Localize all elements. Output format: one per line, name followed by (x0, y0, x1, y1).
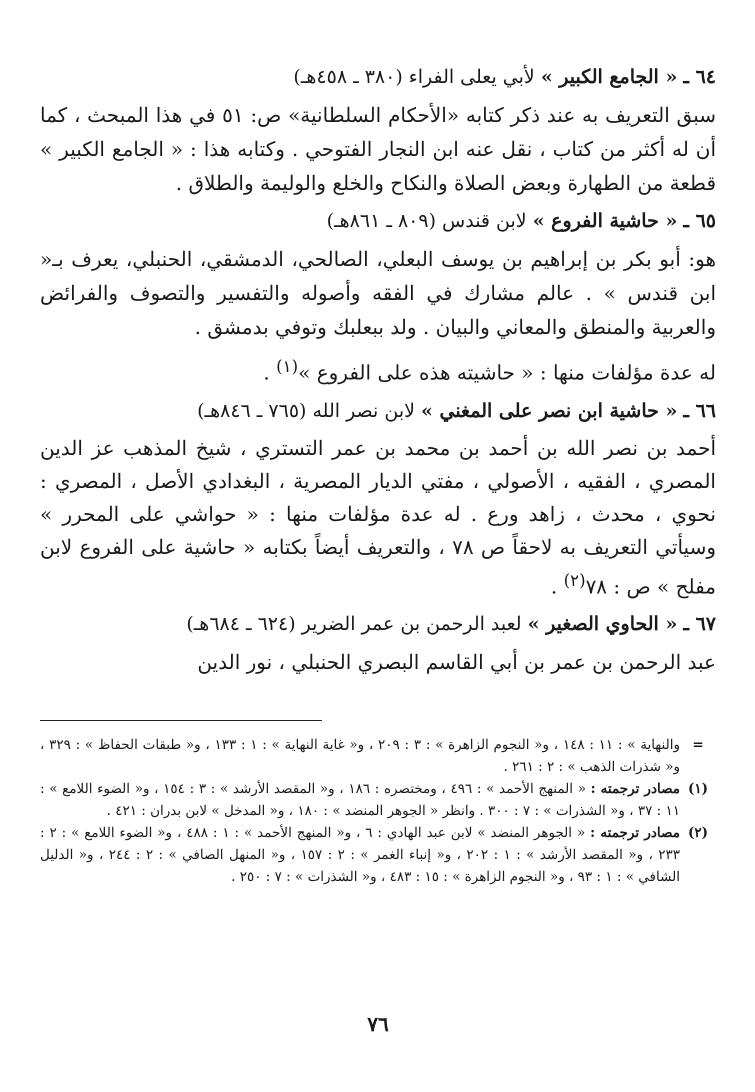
body-text: أحمد بن نصر الله بن أحمد بن محمد بن عمر التستري ، شيخ المذهب عز الدين المصري ، الفقيه ، الأصولي ، مفتي الديار المصرية ، البغدادي الأصل ، المصري : نحوي ، محدث ، زاهد ورع . له عدة مؤلفات منها : « حواشي على المحرر » وسيأتي التعريف به لاحقاً ص ٧٨ ، والتعريف أيضاً بكتابه « حاشية على الفروع لابن مفلح » ص : ٧٨ (40, 435, 717, 599)
entry-title: « الجامع الكبير » (540, 66, 678, 88)
page-number: ٧٦ (367, 1012, 389, 1036)
entry-number: ٦٦ ـ (683, 399, 716, 422)
entry-author: لابن قندس (٨٠٩ ـ ٨٦١هـ) (326, 210, 527, 232)
book-page (40, 62, 716, 1062)
footnote-mark: (٢) (687, 825, 709, 841)
works-end: . (263, 360, 277, 385)
footnote-text: « المنهج الأحمد » : ٤٩٦ ، ومختصره : ١٨٦ ، و« المقصد الأرشد » : ٣ : ١٥٤ ، و« الضوء اللامع » : ١١ : ٣٧ ، و« الشذرات » : ٧ : ٣٠٠ . وانظر « الجوهر المنضد » : ١٨٠ ، و« المدخل » لابن بدران : ٤٢١ . (40, 781, 680, 819)
entry-65-works (40, 350, 716, 390)
entry-number: ٦٥ ـ (683, 210, 716, 232)
footnote-label: مصادر ترجمته : (590, 825, 680, 841)
footnotes (40, 734, 716, 888)
footnote-text: « الجوهر المنضد » لابن عبد الهادي : ٦ ، و« المنهج الأحمد » : ١ : ٤٨٨ ، و« الضوء اللامع » : ٢ : ٢٣٣ ، و« المقصد الأرشد » : ١ : ٢٠٢ ، و« إنباء الغمر » : ٢ : ١٥٧ ، و« المنهل الصافي » : ٢ : ٢٤٤ ، و« الدليل الشافي » : ١ : ٩٣ ، و« النجوم الزاهرة » : ١٥ : ٤٨٣ ، و« الشذرات » : ٧ : ٢٥٠ . (40, 825, 681, 885)
entry-66-body (40, 432, 716, 604)
entry-65-heading (40, 206, 716, 236)
entry-author: لعبد الرحمن بن عمر الضرير (٦٢٤ ـ ٦٨٤هـ) (186, 613, 522, 636)
entry-64-body: سبق التعريف به عند ذكر كتابه «الأحكام السلطانية» ص: ٥١ في هذا المبحث ، كما أن له أكثر من كتاب ، نقل عنه ابن النجار الفتوحي . وكتابه هذا : « الجامع الكبير » قطعة من الطهارة وبعض الصلاة والنكاح والخلع والوليمة والطلاق . (40, 103, 716, 195)
footnote-continued (40, 734, 716, 778)
entry-title: « حاشية الفروع » (532, 210, 678, 232)
footnote-ref: (٢) (563, 570, 586, 590)
footnote-text: والنهاية » : ١١ : ١٤٨ ، و« النجوم الزاهرة » : ٣ : ٢٠٩ ، و« غاية النهاية » : ١ : ١٣٣ ، و« طبقات الحفاظ » : ٣٢٩ ، و« شذرات الذهب » : ٢ : ٢٦١ . (40, 737, 680, 775)
footnote-2 (40, 822, 716, 888)
entry-64-heading (40, 62, 716, 92)
entry-author: لأبي يعلى الفراء (٣٨٠ ـ ٤٥٨هـ) (293, 66, 535, 88)
entry-number: ٦٤ ـ (683, 66, 716, 88)
entry-67-body: عبد الرحمن بن عمر بن أبي القاسم البصري الحنبلي ، نور الدين (197, 650, 716, 675)
footnote-mark: = (692, 737, 704, 753)
body-end: . (550, 574, 564, 599)
entry-title: « حاشية ابن نصر على المغني » (421, 399, 678, 422)
works-text: له عدة مؤلفات منها : « حاشيته هذه على الفروع » (298, 360, 716, 385)
entry-title: « الحاوي الصغير » (527, 613, 678, 636)
footnote-mark: (١) (687, 781, 709, 797)
entry-author: لابن نصر الله (٧٦٥ ـ ٨٤٦هـ) (197, 399, 415, 422)
entry-66-heading (40, 396, 716, 426)
footnote-1 (40, 778, 716, 822)
footnote-divider (40, 720, 322, 721)
entry-65-body: هو: أبو بكر بن إبراهيم بن يوسف البعلي، الصالحي، الدمشقي، الحنبلي، يعرف بـ« ابن قندس » . عالم مشارك في الفقه وأصوله والتفسير والتصوف والفرائض والعربية والمنطق والمعاني والبيان . ولد ببعلبك وتوفي بدمشق . (40, 247, 716, 339)
entry-67-heading (40, 609, 716, 639)
footnote-ref: (١) (276, 357, 299, 376)
footnote-label: مصادر ترجمته : (590, 781, 681, 797)
entry-number: ٦٧ ـ (683, 613, 716, 636)
